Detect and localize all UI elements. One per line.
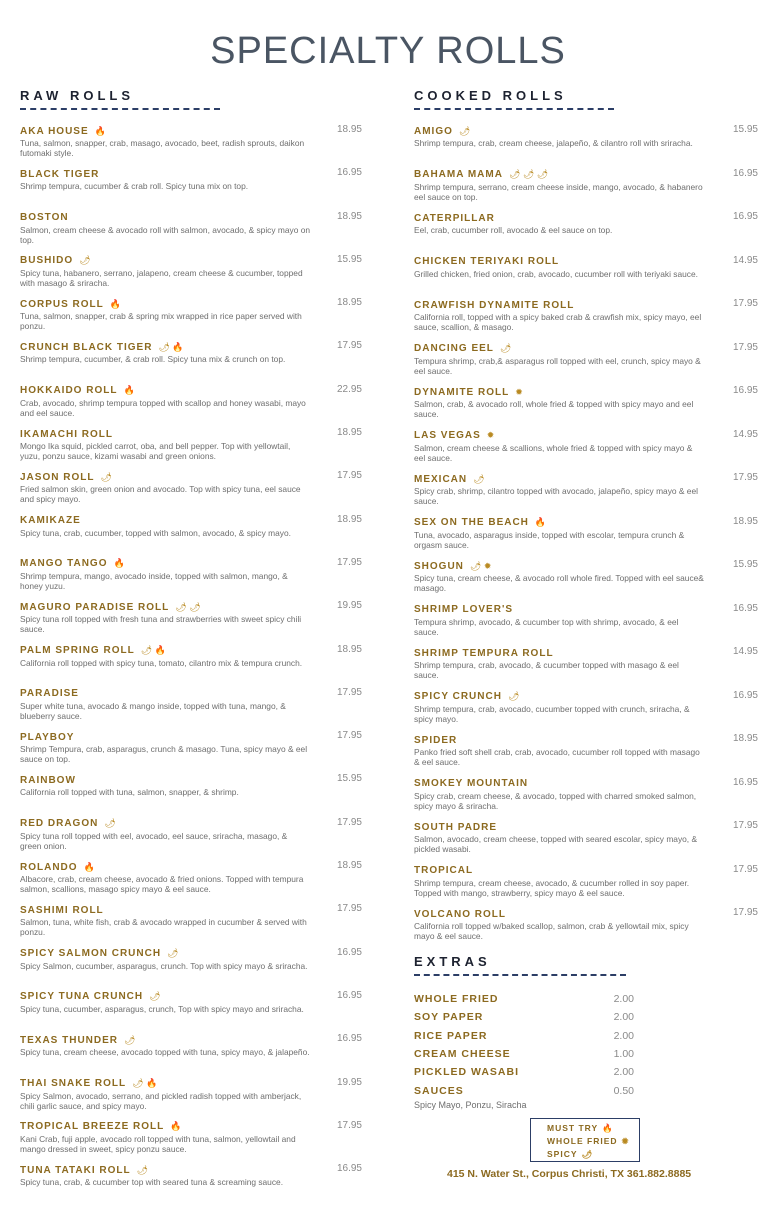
extras-item	[414, 1063, 634, 1081]
menu-item	[414, 820, 758, 864]
menu-item-icons: 🌶	[507, 691, 520, 701]
menu-item	[20, 1120, 362, 1163]
menu-item-description: Super white tuna, avocado & mango inside, topped with tuna, mango, & blueberry sauce.	[20, 700, 286, 721]
menu-item-icons: 🔥	[123, 385, 135, 396]
menu-item-price: 16.95	[732, 167, 758, 179]
menu-item-price: 17.95	[336, 340, 362, 352]
menu-item-icons: 🌶	[473, 473, 485, 484]
menu-item-name: BUSHIDO	[20, 255, 74, 267]
menu-item-header	[20, 687, 362, 701]
menu-item-price: 18.95	[336, 643, 362, 655]
menu-item-description: Salmon, avocado, cream cheese, topped with seared escolar, spicy mayo, & pickled wasabi.	[414, 834, 698, 854]
menu-item-price: 16.95	[732, 776, 758, 788]
menu-item-name: CRUNCH BLACK TIGER	[20, 341, 153, 353]
menu-item-description: Crab, avocado, shrimp tempura topped with scallop and honey wasabi, mayo and eel sauce.	[20, 397, 306, 418]
menu-item-price: 17.95	[336, 816, 362, 828]
menu-item-header	[414, 298, 758, 312]
menu-item-name: MEXICAN	[414, 473, 468, 485]
legend-must-try: MUST TRY 🔥	[547, 1123, 614, 1133]
extras-item-name: RICE PAPER	[414, 1029, 488, 1042]
menu-item	[414, 690, 758, 734]
menu-item-header	[414, 124, 758, 138]
menu-item-description: Kani Crab, fuji apple, avocado roll topped with tuna, salmon, yellowtail and mango dressed in sweet, spicy ponzu sauce.	[20, 1133, 296, 1154]
menu-item-description: Spicy tuna roll topped with fresh tuna and strawberries with sweet spicy chili sauce.	[20, 614, 302, 635]
menu-item	[20, 427, 362, 470]
menu-item-header	[414, 168, 758, 182]
menu-item-header	[20, 124, 362, 138]
menu-item-price: 15.95	[732, 559, 758, 570]
menu-item-icons: 🌶 🌶 🌶	[508, 169, 549, 179]
menu-item-header	[414, 777, 758, 791]
menu-item-price: 17.95	[336, 1119, 362, 1131]
menu-item-name: BOSTON	[20, 212, 69, 224]
menu-item-name: BAHAMA MAMA	[414, 169, 503, 180]
cooked-rolls-column	[414, 88, 758, 951]
menu-item	[20, 773, 362, 816]
menu-item-icons: 🔥	[109, 298, 121, 309]
menu-item-icons: 🌶 🔥	[140, 645, 166, 656]
cooked-rolls-heading: COOKED ROLLS	[414, 88, 567, 103]
menu-item-name: HOKKAIDO ROLL	[20, 385, 118, 397]
menu-item-header	[20, 860, 362, 874]
menu-item-description: Spicy Salmon, avocado, serrano, and pickled radish topped with amberjack, chili garlic sauce, and spicy mayo.	[20, 1090, 302, 1111]
menu-item-icons: 🔥	[83, 861, 95, 872]
menu-item	[20, 254, 362, 297]
menu-item-price: 16.95	[732, 602, 758, 614]
menu-item-icons: 🔥	[534, 517, 547, 527]
menu-item-description: Spicy Salmon, cucumber, asparagus, crunch. Top with spicy mayo & sriracha.	[20, 960, 308, 971]
menu-item-icons: 🌶	[458, 125, 471, 136]
menu-item-name: AMIGO	[414, 125, 453, 137]
menu-item-name: DYNAMITE ROLL	[414, 386, 510, 398]
menu-item-name: DANCING EEL	[414, 343, 494, 354]
starburst-icon: ✹	[621, 1136, 630, 1146]
menu-item	[414, 211, 758, 255]
menu-item	[20, 557, 362, 600]
menu-item-name: BLACK TIGER	[20, 168, 100, 180]
menu-item-description: Shrimp tempura, mango, avocado inside, topped with salmon, mango, & honey yuzu.	[20, 570, 288, 591]
menu-item	[20, 297, 362, 340]
menu-item	[414, 603, 758, 647]
menu-item-description: Salmon, cream cheese & scallions, whole fried & topped with spicy mayo & eel sauce.	[414, 442, 693, 463]
menu-item-name: SHOGUN	[414, 560, 464, 572]
menu-item-name: PARADISE	[20, 688, 79, 700]
menu-item	[20, 644, 362, 687]
menu-item-icons: 🌶	[104, 818, 116, 829]
menu-item-description: Tempura shrimp, avocado, & cucumber top with shrimp, avocado, & eel sauce.	[414, 616, 679, 637]
menu-item	[414, 559, 758, 603]
menu-item-icons: 🔥	[94, 125, 106, 136]
menu-item	[414, 342, 758, 386]
menu-item-name: CRAWFISH DYNAMITE ROLL	[414, 299, 575, 311]
section-divider	[414, 108, 614, 110]
menu-item-header	[20, 514, 362, 528]
raw-rolls-list	[20, 124, 362, 1206]
menu-item-description: Panko fried soft shell crab, crab, avocado, cucumber roll topped with masago & eel sauce.	[414, 747, 700, 767]
menu-item	[20, 340, 362, 383]
menu-item-header	[20, 644, 362, 658]
menu-item-description: Spicy tuna, cream cheese, & avocado roll whole fired. Topped with eel sauce& masago.	[414, 573, 704, 593]
menu-item	[20, 384, 362, 427]
menu-item-name: MAGURO PARADISE ROLL	[20, 601, 170, 613]
menu-item-description: Spicy crab, shrimp, cilantro topped with avocado, jalapeño, spicy mayo & eel sauce.	[414, 486, 698, 506]
menu-item-description: Shrimp tempura, crab, cream cheese, jalapeño, & cilantro roll with sriracha.	[414, 138, 693, 148]
menu-item-icons: 🌶 🔥	[132, 1078, 158, 1089]
menu-item-name: SASHIMI ROLL	[20, 904, 104, 916]
menu-item-header	[20, 817, 362, 831]
menu-item-name: KAMIKAZE	[20, 515, 81, 527]
menu-item-name: RAINBOW	[20, 774, 76, 786]
raw-rolls-heading: RAW ROLLS	[20, 88, 134, 103]
menu-item-header	[20, 903, 362, 917]
menu-item-name: JASON ROLL	[20, 471, 95, 483]
menu-item-name: TEXAS THUNDER	[20, 1034, 119, 1046]
menu-item-icons: 🌶	[79, 255, 91, 266]
menu-item-description: California roll topped with spicy tuna, tomato, cilantro mix & tempura crunch.	[20, 657, 303, 668]
menu-item-description: Tempura shrimp, crab,& asparagus roll topped with eel, crunch, spicy mayo & eel sauce.	[414, 355, 701, 376]
menu-item-name: LAS VEGAS	[414, 430, 481, 441]
menu-item-price: 15.95	[336, 253, 362, 265]
menu-item-header	[20, 254, 362, 268]
menu-item-price: 22.95	[336, 383, 362, 395]
menu-item-header	[20, 557, 362, 571]
menu-item-header	[414, 342, 758, 356]
menu-item-header	[20, 730, 362, 744]
menu-item-name: MANGO TANGO	[20, 558, 108, 570]
menu-item-price: 16.95	[732, 211, 758, 222]
extras-item-price: 0.50	[613, 1084, 634, 1097]
flame-icon: 🔥	[602, 1123, 614, 1133]
menu-item-name: TROPICAL BREEZE ROLL	[20, 1121, 165, 1133]
menu-item-header	[20, 1120, 362, 1134]
menu-item-header	[20, 600, 362, 614]
extras-item-name: PICKLED WASABI	[414, 1066, 520, 1079]
section-divider	[20, 108, 220, 110]
menu-item	[414, 298, 758, 342]
menu-item-description: California roll topped w/baked scallop, salmon, crab & yellowtail mix, spicy mayo & eel sauce.	[414, 921, 689, 941]
menu-item	[414, 733, 758, 777]
menu-item-name: SHRIMP LOVER'S	[414, 604, 513, 615]
extras-item-price: 2.00	[613, 1011, 634, 1024]
extras-list	[414, 990, 634, 1100]
menu-item-name: TUNA TATAKI ROLL	[20, 1164, 131, 1176]
menu-item-header	[414, 255, 758, 269]
menu-item-price: 17.95	[336, 686, 362, 698]
menu-item-name: PALM SPRING ROLL	[20, 645, 135, 657]
menu-item-name: CHICKEN TERIYAKI ROLL	[414, 256, 560, 267]
menu-item-header	[20, 1077, 362, 1091]
menu-item-description: Shrimp Tempura, crab, asparagus, crunch & masago. Tuna, spicy mayo & eel sauce on top.	[20, 744, 308, 765]
menu-item-name: IKAMACHI ROLL	[20, 428, 113, 440]
menu-item-price: 17.95	[732, 863, 758, 875]
menu-item-icons: 🔥	[170, 1121, 182, 1132]
menu-item-name: PLAYBOY	[20, 731, 75, 743]
menu-item-name: CORPUS ROLL	[20, 298, 104, 310]
menu-item-name: RED DRAGON	[20, 818, 99, 830]
menu-item-description: California roll, topped with a spicy baked crab & crawfish mix, spicy mayo, eel sauce, scallion, & masago.	[414, 312, 702, 332]
menu-item-name: SPICY CRUNCH	[414, 691, 502, 702]
menu-item-header	[414, 603, 758, 617]
menu-item-header	[20, 297, 362, 311]
menu-item-header	[20, 1033, 362, 1047]
menu-item	[414, 472, 758, 516]
menu-item-description: Albacore, crab, cream cheese, avocado & fried onions. Topped with tempura salmon, scallions, masago spicy mayo & eel sauce.	[20, 874, 304, 895]
menu-item-header	[20, 167, 362, 181]
menu-item	[414, 385, 758, 429]
extras-item-name: CREAM CHEESE	[414, 1048, 511, 1061]
menu-item	[414, 168, 758, 212]
menu-item	[20, 514, 362, 557]
menu-item-description: Shrimp tempura, cucumber & crab roll. Spicy tuna mix on top.	[20, 181, 249, 192]
menu-item-name: VOLCANO ROLL	[414, 908, 506, 920]
menu-item-description: Shrimp tempura, cucumber, & crab roll. Spicy tuna mix & crunch on top.	[20, 354, 286, 365]
menu-item-description: California roll topped with tuna, salmon, snapper, & shrimp.	[20, 787, 239, 798]
menu-item	[414, 255, 758, 299]
menu-item	[20, 1033, 362, 1076]
menu-item-icons: ✹	[515, 386, 523, 397]
menu-item-header	[20, 1163, 362, 1177]
extras-item	[414, 1027, 634, 1045]
menu-item	[20, 687, 362, 730]
menu-item	[414, 124, 758, 168]
menu-item-price: 16.95	[732, 385, 758, 396]
menu-item-price: 18.95	[336, 427, 362, 439]
extras-item	[414, 1008, 634, 1026]
menu-item-description: Spicy crab, cream cheese, & avocado, topped with charred smoked salmon, spicy mayo & sriracha.	[414, 790, 697, 811]
menu-item-price: 16.95	[336, 167, 362, 179]
page-title: SPECIALTY ROLLS	[210, 30, 566, 72]
menu-item	[20, 470, 362, 513]
menu-item-price: 18.95	[336, 513, 362, 525]
menu-item-description: Spicy tuna, crab, cucumber, topped with salmon, avocado, & spicy mayo.	[20, 527, 291, 538]
menu-item	[20, 947, 362, 990]
extras-item-price: 2.00	[613, 1066, 634, 1079]
extras-item-name: SOY PAPER	[414, 1011, 484, 1024]
menu-item-name: SPICY SALMON CRUNCH	[20, 948, 162, 960]
menu-item	[414, 516, 758, 560]
menu-item-price: 14.95	[732, 428, 758, 440]
menu-item	[20, 600, 362, 643]
extras-section	[414, 954, 634, 1110]
menu-item-header	[414, 864, 758, 878]
menu-item-header	[414, 429, 758, 443]
menu-item-description: Spicy tuna, cucumber, asparagus, crunch, Top with spicy mayo and sriracha.	[20, 1003, 304, 1014]
menu-item-description: Mongo Ika squid, pickled carrot, oba, and bell pepper. Top with yellowtail, yuzu, ponzu sauce, kizami wasabi and green onions.	[20, 441, 291, 462]
menu-item-price: 18.95	[336, 124, 362, 135]
menu-item-price: 17.95	[732, 907, 758, 918]
menu-item-price: 16.95	[336, 1163, 362, 1175]
menu-item	[414, 646, 758, 690]
menu-item-description: Shrimp tempura, crab, avocado, cucumber topped with crunch, sriracha, & spicy mayo.	[414, 703, 690, 724]
menu-item-description: Tuna, salmon, snapper, crab & spring mix wrapped in rice paper served with ponzu.	[20, 311, 302, 332]
menu-item-price: 17.95	[732, 472, 758, 483]
menu-item	[20, 903, 362, 946]
menu-item-header	[20, 211, 362, 225]
menu-item-icons: 🔥	[113, 558, 125, 569]
extras-item-price: 2.00	[613, 1029, 634, 1042]
menu-item-name: SEX ON THE BEACH	[414, 517, 529, 528]
menu-item-description: Spicy tuna roll topped with eel, avocado, eel sauce, sriracha, masago, & green onion.	[20, 830, 288, 851]
menu-item-description: Spicy tuna, crab, & cucumber top with seared tuna & screaming sauce.	[20, 1177, 284, 1188]
extras-item	[414, 1081, 634, 1099]
menu-item-icons: ✹	[486, 430, 495, 440]
menu-item-description: Tuna, avocado, asparagus inside, topped with escolar, tempura crunch & orgasm sauce.	[414, 529, 685, 550]
raw-rolls-column	[20, 88, 362, 1206]
menu-item-header	[414, 472, 758, 486]
menu-item-icons: 🌶	[100, 471, 112, 482]
menu-item-price: 18.95	[732, 733, 758, 744]
menu-item-header	[414, 646, 758, 660]
menu-item-icons: 🌶	[124, 1034, 136, 1045]
legend-spicy: SPICY 🌶	[547, 1149, 594, 1159]
menu-item-name: SMOKEY MOUNTAIN	[414, 778, 529, 789]
menu-item-price: 14.95	[732, 646, 758, 657]
menu-item-description: Eel, crab, cucumber roll, avocado & eel sauce on top.	[414, 225, 613, 235]
menu-item-price: 16.95	[336, 1033, 362, 1045]
extras-item-name: WHOLE FRIED	[414, 993, 499, 1006]
menu-item-name: SPICY TUNA CRUNCH	[20, 991, 144, 1003]
menu-item-description: Fried salmon skin, green onion and avocado. Top with spicy tuna, eel sauce and spicy mayo.	[20, 484, 301, 505]
menu-item	[20, 990, 362, 1033]
cooked-rolls-list	[414, 124, 758, 951]
menu-item-price: 17.95	[732, 820, 758, 831]
menu-item-price: 17.95	[732, 341, 758, 353]
menu-item-description: Spicy tuna, habanero, serrano, jalapeno, cream cheese & cucumber, topped with masago & sriracha.	[20, 267, 303, 288]
menu-item-name: SOUTH PADRE	[414, 821, 498, 833]
menu-item-icons: 🌶 ✹	[469, 560, 492, 571]
menu-item-icons: 🌶	[149, 991, 161, 1002]
menu-item-price: 16.95	[336, 989, 362, 1001]
menu-item-description: Salmon, cream cheese & avocado roll with salmon, avocado, & spicy mayo on top.	[20, 224, 311, 245]
menu-item-price: 17.95	[336, 903, 362, 915]
extras-item	[414, 1045, 634, 1063]
extras-item-name: SAUCES	[414, 1084, 464, 1097]
sauces-description: Spicy Mayo, Ponzu, Siracha	[414, 1099, 527, 1110]
menu-item-header	[414, 820, 758, 834]
menu-item	[20, 211, 362, 254]
menu-item-price: 19.95	[336, 1076, 362, 1088]
menu-item-description: Shrimp tempura, serrano, cream cheese inside, mango, avocado, & habanero eel sauce on top.	[414, 181, 703, 202]
section-divider	[414, 974, 626, 976]
menu-item-price: 18.95	[732, 515, 758, 527]
menu-item-header	[414, 690, 758, 704]
menu-item-price: 16.95	[732, 689, 758, 701]
menu-item-price: 18.95	[336, 860, 362, 872]
menu-item-icons: 🌶 🔥	[158, 341, 184, 352]
menu-item-description: Spicy tuna, cream cheese, avocado topped with tuna, spicy mayo, & jalapeño.	[20, 1047, 310, 1058]
menu-item	[20, 730, 362, 773]
menu-item-description: Shrimp tempura, cream cheese, avocado, & cucumber rolled in soy paper. Topped with mango, strawberry, spicy mayo & eel sauce.	[414, 877, 690, 898]
menu-item-header	[20, 427, 362, 441]
menu-item-header	[20, 773, 362, 787]
menu-item-price: 14.95	[732, 254, 758, 266]
menu-item-price: 16.95	[336, 946, 362, 958]
menu-item-price: 17.95	[336, 470, 362, 482]
menu-item-header	[20, 470, 362, 484]
menu-item-price: 18.95	[336, 297, 362, 309]
menu-item-header	[414, 211, 758, 225]
menu-item-description: Salmon, crab, & avocado roll, whole fried & topped with spicy mayo and eel sauce.	[414, 399, 694, 419]
menu-item-header	[414, 733, 758, 747]
menu-item-name: CATERPILLAR	[414, 212, 495, 224]
menu-item-icons: 🌶	[499, 343, 512, 353]
menu-item-name: AKA HOUSE	[20, 125, 89, 137]
menu-item-price: 15.95	[336, 773, 362, 785]
menu-item-icons: 🌶	[136, 1164, 149, 1175]
menu-item-name: TROPICAL	[414, 865, 474, 876]
menu-item-icons: 🌶	[167, 948, 179, 959]
menu-item-price: 17.95	[336, 730, 362, 742]
extras-item	[414, 990, 634, 1008]
menu-item-price: 17.95	[732, 298, 758, 309]
menu-item-description: Grilled chicken, fried onion, crab, avocado, cucumber roll with teriyaki sauce.	[414, 268, 698, 279]
menu-item-name: THAI SNAKE ROLL	[20, 1078, 127, 1090]
menu-item-header	[20, 340, 362, 354]
menu-item	[20, 167, 362, 210]
menu-item	[414, 429, 758, 473]
restaurant-address: 415 N. Water St., Corpus Christi, TX 361.882.8885	[447, 1168, 692, 1180]
menu-item-name: SHRIMP TEMPURA ROLL	[414, 647, 554, 659]
menu-item-header	[20, 947, 362, 961]
menu-item-header	[414, 907, 758, 921]
extras-item-price: 2.00	[613, 993, 634, 1006]
menu-item-header	[20, 990, 362, 1004]
menu-item-header	[414, 559, 758, 573]
menu-item-price: 18.95	[336, 210, 362, 222]
menu-item	[20, 124, 362, 167]
menu-item-header	[20, 384, 362, 398]
menu-item-description: Shrimp tempura, crab, avocado, & cucumber topped with masago & eel sauce.	[414, 660, 679, 680]
menu-item	[20, 817, 362, 860]
menu-item-name: SPIDER	[414, 734, 458, 746]
menu-item-header	[414, 516, 758, 530]
icon-legend	[530, 1118, 640, 1162]
menu-item	[20, 860, 362, 903]
menu-item	[414, 907, 758, 951]
menu-item-icons: 🌶 🌶	[175, 601, 201, 612]
legend-whole-fried: WHOLE FRIED ✹	[547, 1136, 630, 1146]
menu-item-description: Tuna, salmon, snapper, crab, masago, avocado, beet, radish sprouts, daikon futomaki style.	[20, 138, 305, 158]
menu-item-description: Salmon, tuna, white fish, crab & avocado wrapped in cucumber & served with ponzu.	[20, 917, 307, 938]
extras-item-price: 1.00	[613, 1048, 634, 1061]
menu-item	[414, 777, 758, 821]
menu-item	[20, 1077, 362, 1120]
menu-item-price: 19.95	[336, 600, 362, 612]
menu-item-price: 17.95	[336, 556, 362, 568]
extras-heading: EXTRAS	[414, 954, 491, 969]
menu-item	[414, 864, 758, 908]
menu-item-header	[414, 385, 758, 399]
menu-item-name: ROLANDO	[20, 861, 78, 873]
chili-pepper-icon: 🌶	[581, 1149, 594, 1159]
menu-item-price: 15.95	[732, 124, 758, 135]
